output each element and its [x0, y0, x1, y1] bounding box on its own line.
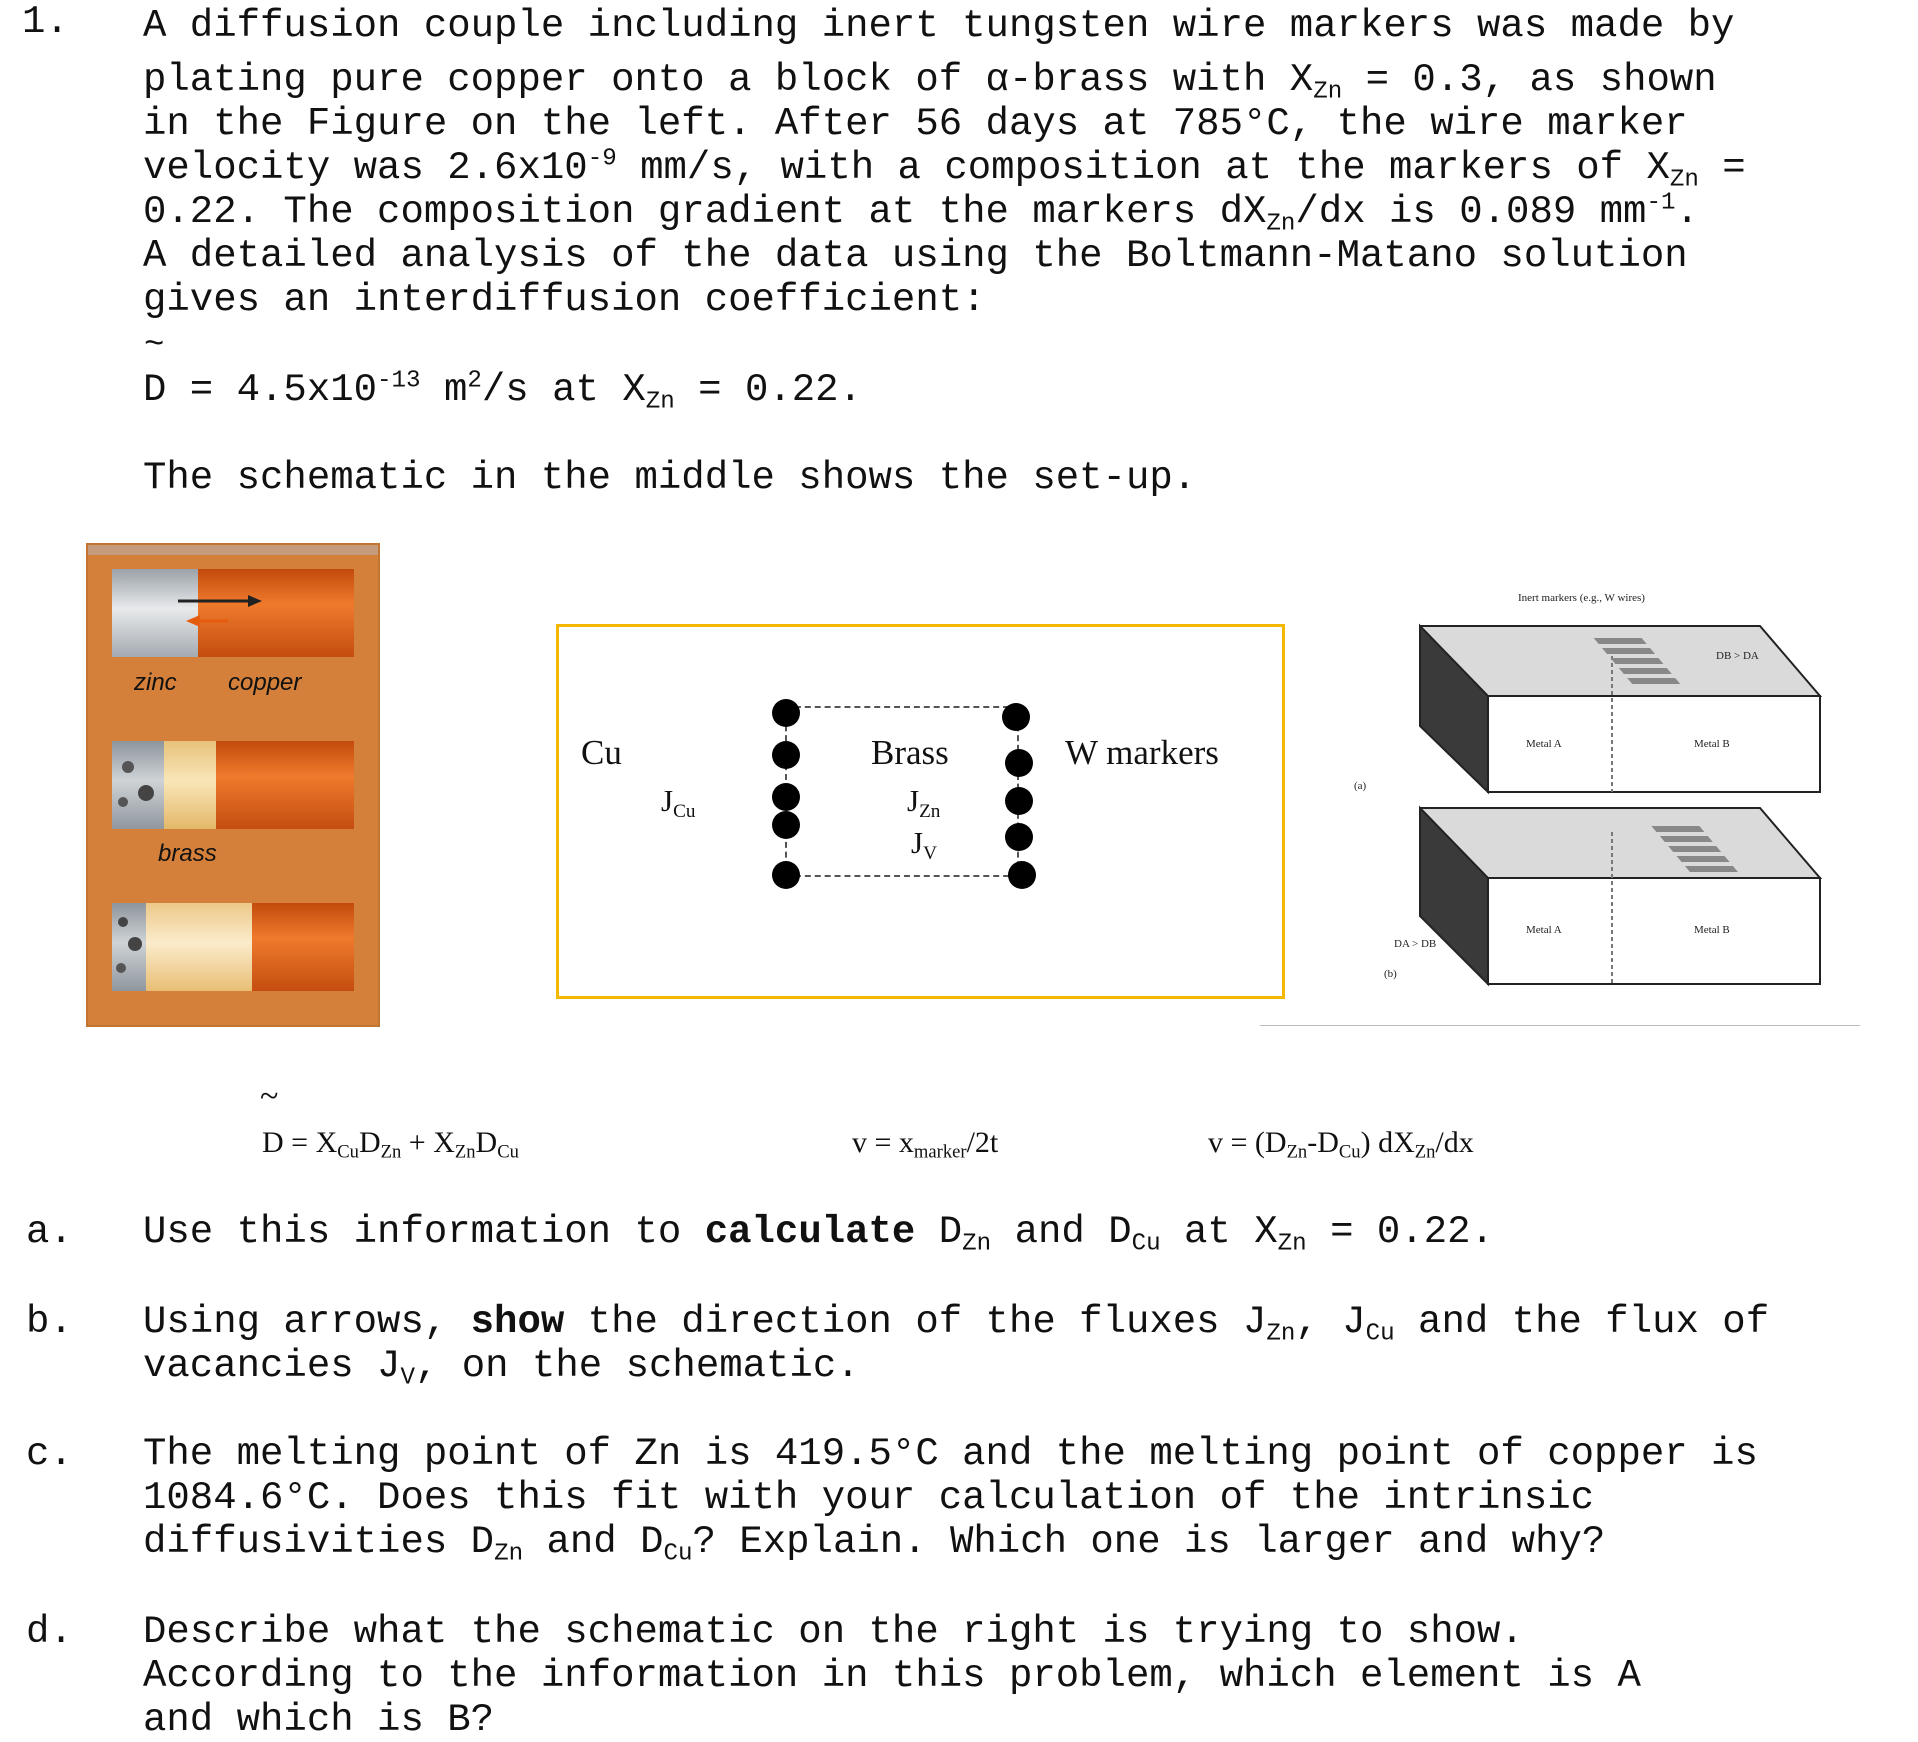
- label-da-gt-db: DA > DB: [1394, 938, 1437, 950]
- label-panel-b: (b): [1384, 968, 1397, 980]
- brass-layer: [164, 741, 216, 829]
- label-metal-a-2: Metal A: [1526, 924, 1562, 936]
- label-brass: Brass: [871, 733, 949, 772]
- marker-dot: [1008, 861, 1036, 889]
- question-d-line-1: Describe what the schematic on the right is trying to show.: [143, 1610, 1524, 1654]
- label-metal-a-1: Metal A: [1526, 738, 1562, 750]
- intro-line-4: velocity was $2.6x10^{-9}$ mm/s, with a composition at the markers of $X_{Zn}$ =: [143, 145, 1746, 194]
- label-jcu: $J_{Cu}$: [661, 783, 696, 822]
- intro-line-2: plating pure copper onto a block of α-brass with $X_{Zn} = 0.3$, as shown: [143, 58, 1717, 106]
- intro-line-7: gives an interdiffusion coefficient:: [143, 278, 986, 322]
- label-jv: $J_V$: [911, 825, 937, 864]
- marker-dot: [1002, 703, 1030, 731]
- question-a-label: a.: [26, 1210, 73, 1254]
- question-b-label: b.: [26, 1300, 73, 1344]
- label-brass: brass: [158, 840, 217, 867]
- intro-line-8: $D = 4.5x10^{-13}$ $m^2/s$ at $X_{Zn} = 0.22$.: [143, 367, 862, 416]
- marker-region: [785, 706, 1019, 877]
- label-jzn: $J_{Zn}$: [907, 783, 941, 822]
- label-panel-a: (a): [1354, 780, 1367, 792]
- schematic-middle: [556, 624, 1285, 999]
- question-c-line-3: diffusivities $D_{Zn}$ and $D_{Cu}$? Explain. Which one is larger and why?: [143, 1520, 1606, 1568]
- intro-line-1: A diffusion couple including inert tungsten wire markers was made by: [143, 4, 1735, 48]
- marker-dot: [772, 861, 800, 889]
- label-w-markers: W markers: [1065, 733, 1219, 772]
- marker-dot: [1005, 823, 1033, 851]
- intro-line-5: 0.22. The composition gradient at the markers $dX_{Zn}/dx$ is 0.089 $mm^{-1}$.: [143, 189, 1699, 238]
- equation-interdiffusion: $D = X_{Cu}D_{Zn} + X_{Zn}D_{Cu}$: [262, 1126, 519, 1163]
- arrow-icon: [168, 585, 268, 645]
- label-metal-b-1: Metal B: [1694, 738, 1730, 750]
- copper-rod-2: [216, 741, 354, 829]
- marker-dot: [772, 811, 800, 839]
- intro-line-9: The schematic in the middle shows the set-up.: [143, 456, 1197, 500]
- eq1-tilde: ~: [260, 1078, 279, 1115]
- problem-number: 1.: [22, 0, 69, 44]
- copper-rod-3: [252, 903, 354, 991]
- figure-left: [86, 543, 380, 1027]
- porous-zinc-2: [112, 903, 146, 991]
- equation-marker-velocity: $v = x_{marker}/2t$: [852, 1126, 999, 1163]
- marker-dot: [1005, 749, 1033, 777]
- question-d-label: d.: [26, 1610, 73, 1654]
- label-copper: copper: [228, 669, 302, 696]
- label-metal-b-2: Metal B: [1694, 924, 1730, 936]
- brass-layer-2: [146, 903, 252, 991]
- schematic-right: [1260, 586, 1860, 1026]
- question-a: Use this information to calculate $D_{Zn}$ and $D_{Cu}$ at $X_{Zn} = 0.22$.: [143, 1210, 1494, 1258]
- marker-dot: [1005, 787, 1033, 815]
- label-inert-markers: Inert markers (e.g., W wires): [1518, 592, 1645, 604]
- marker-dot: [772, 741, 800, 769]
- marker-dot: [772, 783, 800, 811]
- question-c-line-1: The melting point of Zn is 419.5°C and the melting point of copper is: [143, 1432, 1758, 1476]
- d-tilde: ~: [144, 327, 165, 365]
- label-cu: Cu: [581, 733, 622, 772]
- question-b-line-1: Using arrows, show the direction of the fluxes $J_{Zn}$, $J_{Cu}$ and the flux of: [143, 1300, 1770, 1348]
- question-d-line-3: and which is B?: [143, 1698, 495, 1742]
- intro-line-6: A detailed analysis of the data using the Boltmann-Matano solution: [143, 234, 1688, 278]
- question-c-label: c.: [26, 1432, 73, 1476]
- label-db-gt-da: DB > DA: [1716, 650, 1759, 662]
- marker-dot: [772, 699, 800, 727]
- question-c-line-2: 1084.6°C. Does this fit with your calculation of the intrinsic: [143, 1476, 1595, 1520]
- question-d-line-2: According to the information in this problem, which element is A: [143, 1654, 1641, 1698]
- equation-darken: $v = (D_{Zn}-D_{Cu})$ $dX_{Zn}/dx$: [1208, 1126, 1474, 1163]
- porous-zinc: [112, 741, 164, 829]
- label-zinc: zinc: [134, 669, 177, 696]
- intro-line-3: in the Figure on the left. After 56 days at 785°C, the wire marker: [143, 102, 1688, 146]
- question-b-line-2: vacancies $J_V$, on the schematic.: [143, 1344, 860, 1392]
